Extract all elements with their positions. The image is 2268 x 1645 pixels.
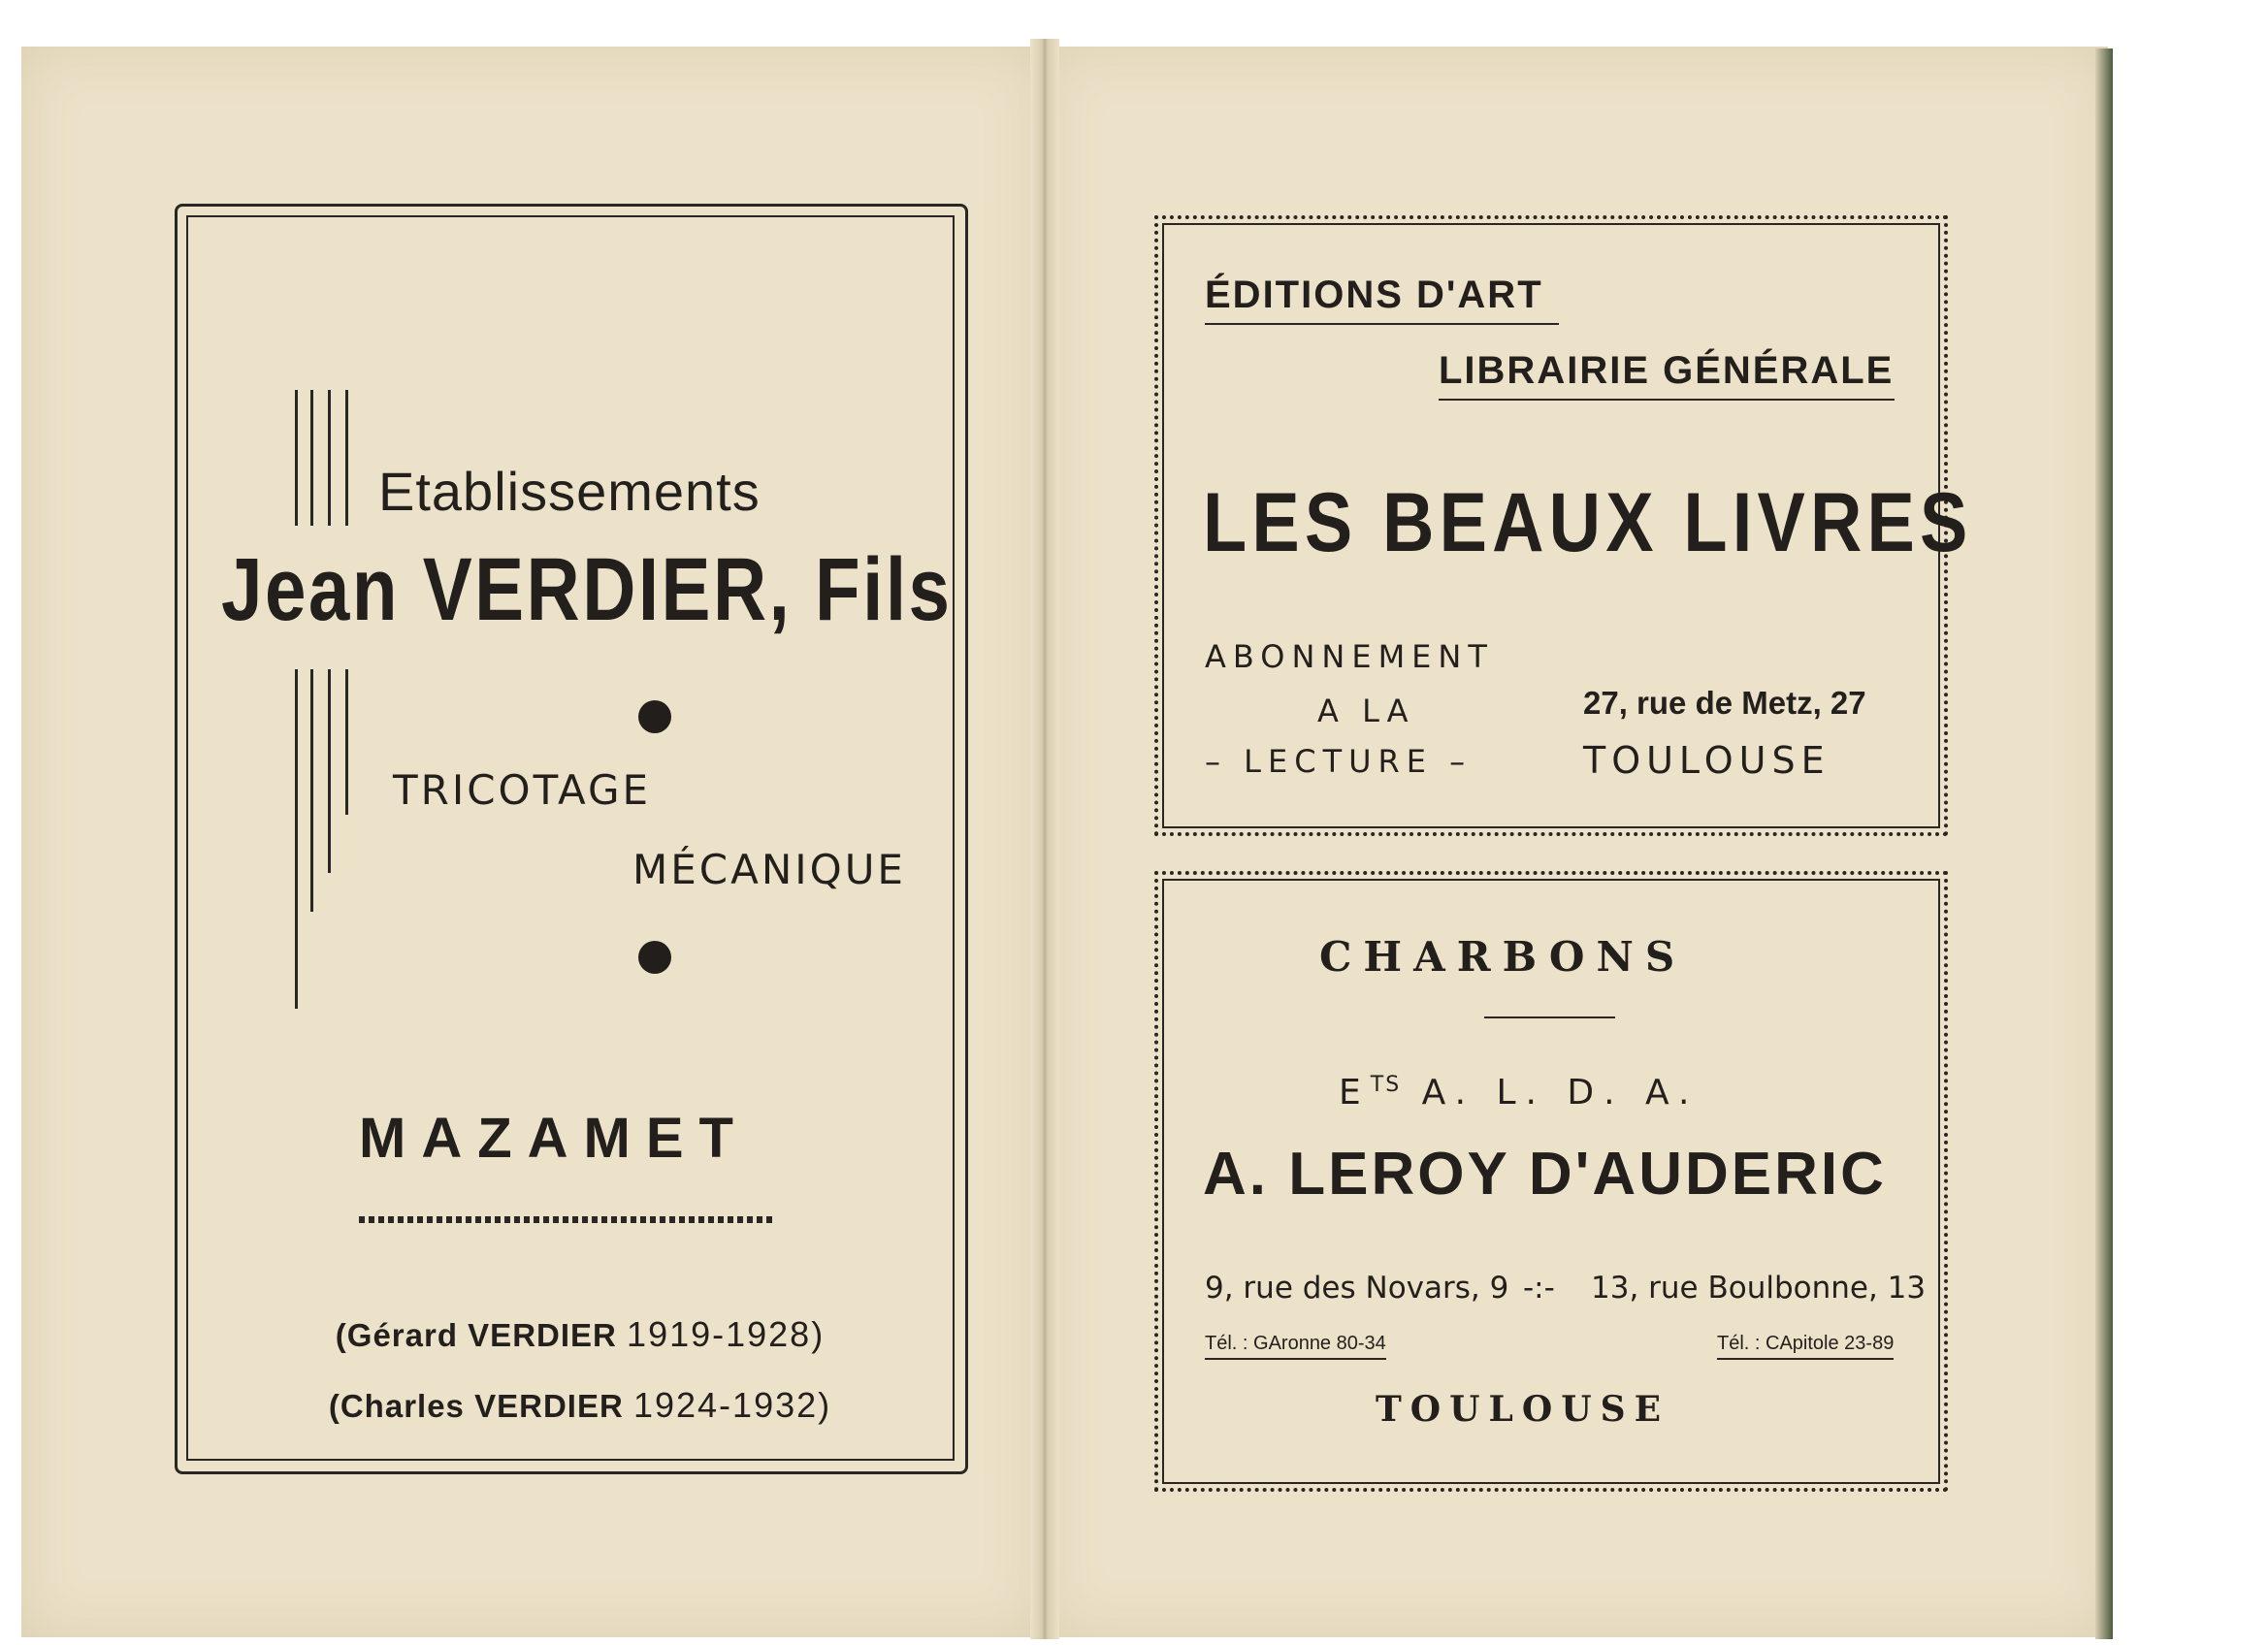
history-years: 1924-1932) (632, 1385, 832, 1425)
ets-company: A. L. D. A. (1401, 1073, 1700, 1113)
underline-rule (1205, 323, 1559, 325)
book-gutter (1030, 39, 1059, 1639)
history-surname: VERDIER (474, 1388, 624, 1424)
company-city: MAZAMET (359, 1107, 749, 1170)
history-line (308, 1314, 852, 1355)
decorative-line (328, 669, 331, 873)
ets-prefix: E (1339, 1073, 1371, 1113)
history-years: 1919-1928) (627, 1314, 826, 1354)
company-name: Jean VERDIER, Fils (221, 540, 953, 639)
activity-line-1: TRICOTAGE (393, 766, 652, 814)
charbons-city: TOULOUSE (1376, 1389, 1670, 1430)
book-edge (2095, 48, 2113, 1639)
telephone-left: Tél. : GAronne 80-34 (1205, 1333, 1386, 1360)
telephone-right: Tél. : CApitole 23-89 (1717, 1333, 1894, 1360)
decorative-line (295, 390, 298, 526)
decorative-line (328, 390, 331, 526)
decorative-line (345, 669, 348, 815)
shop-name: LES BEAUX LIVRES (1203, 476, 1973, 569)
decorative-line (310, 669, 313, 912)
librairie-label: LIBRAIRIE GÉNÉRALE (1439, 349, 1895, 392)
history-line (308, 1385, 852, 1426)
address-left: 9, rue des Novars, 9 (1205, 1271, 1509, 1306)
divider-rule (1484, 1016, 1615, 1018)
decorative-line (310, 390, 313, 526)
decorative-line (345, 390, 348, 526)
company-prefix: Etablissements (378, 461, 761, 522)
history-surname: VERDIER (468, 1317, 617, 1353)
underline-rule (1439, 399, 1895, 401)
bullet-dot-icon (638, 941, 671, 974)
address-separator: -:- (1523, 1271, 1555, 1306)
dotted-divider (359, 1216, 774, 1223)
bullet-dot-icon (638, 700, 671, 733)
ets-name (1339, 1073, 1699, 1113)
shop-city: TOULOUSE (1583, 739, 1831, 782)
ets-superscript: TS (1370, 1073, 1402, 1097)
editions-label: ÉDITIONS D'ART (1205, 274, 1543, 316)
owner-name: A. LEROY D'AUDERIC (1203, 1141, 1887, 1208)
decorative-line (295, 669, 298, 1009)
activity-line-2: MÉCANIQUE (632, 846, 906, 893)
service-line-2: A LA (1317, 693, 1415, 729)
shop-address: 27, rue de Metz, 27 (1583, 685, 1866, 721)
history-given-name: (Charles (328, 1388, 465, 1424)
address-right: 13, rue Boulbonne, 13 (1591, 1271, 1927, 1306)
service-line-1: ABONNEMENT (1205, 638, 1494, 675)
trade-title: CHARBONS (1319, 933, 1687, 981)
service-line-3: – LECTURE – (1205, 743, 1473, 780)
verdier-advert-inner-frame (186, 215, 955, 1461)
history-given-name: (Gérard (335, 1317, 458, 1353)
